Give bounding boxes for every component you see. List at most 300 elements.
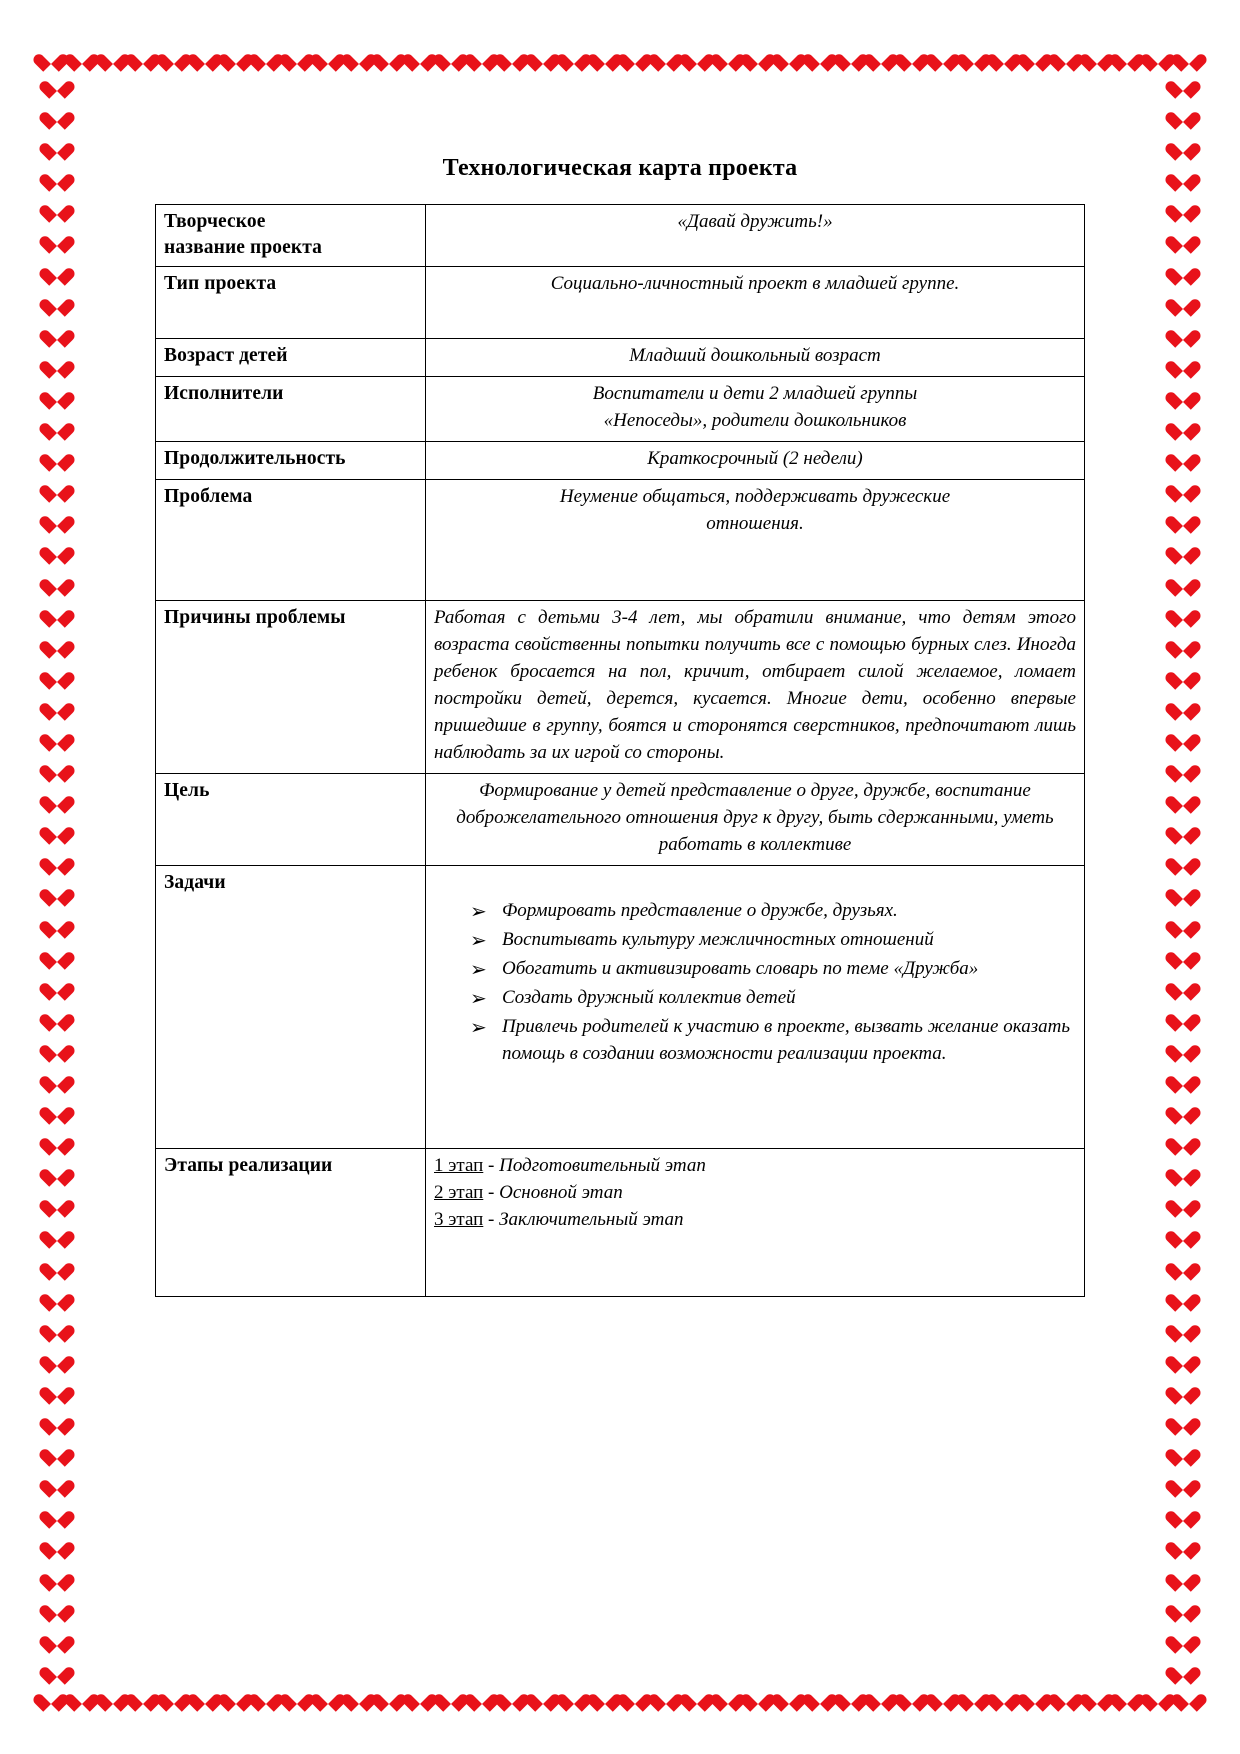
heart-highlight: [1176, 1197, 1181, 1202]
heart-highlight: [1176, 730, 1181, 735]
heart-highlight: [629, 1690, 634, 1695]
task-text: Формировать представление о дружбе, друзьях.: [502, 899, 898, 921]
heart-icon: [46, 136, 68, 156]
heart-highlight: [1028, 50, 1033, 55]
arrow-bullet-icon: ➢: [470, 985, 487, 1010]
heart-icon: [655, 1687, 677, 1707]
row-value-problem: [426, 480, 1085, 601]
heart-highlight: [567, 1690, 572, 1695]
heart-highlight: [290, 50, 295, 55]
heart-highlight: [1176, 855, 1181, 860]
heart-highlight: [260, 1690, 265, 1695]
cell-spacer: [434, 538, 1076, 594]
arrow-bullet-icon: ➢: [470, 898, 487, 923]
heart-highlight: [1176, 637, 1181, 642]
heart-highlight: [813, 1690, 818, 1695]
heart-highlight: [44, 1690, 49, 1695]
heart-icon: [594, 1687, 616, 1707]
heart-highlight: [50, 855, 55, 860]
heart-highlight: [50, 824, 55, 829]
heart-icon: [1172, 727, 1194, 747]
heart-highlight: [50, 482, 55, 487]
heart-highlight: [50, 1228, 55, 1233]
heart-icon: [1055, 1687, 1077, 1707]
heart-highlight: [50, 1321, 55, 1326]
heart-icon: [46, 385, 68, 405]
list-item: [470, 1014, 1070, 1068]
heart-highlight: [1176, 1072, 1181, 1077]
heart-icon: [409, 47, 431, 67]
heart-highlight: [50, 948, 55, 953]
table-row: [156, 205, 1085, 267]
heart-highlight: [1176, 1601, 1181, 1606]
heart-highlight: [50, 1383, 55, 1388]
heart-icon: [1172, 416, 1194, 436]
row-label-project-type: Тип проекта: [156, 267, 426, 339]
heart-icon: [46, 416, 68, 436]
heart-icon: [1172, 882, 1194, 902]
heart-highlight: [1176, 1166, 1181, 1171]
heart-highlight: [1176, 1539, 1181, 1544]
heart-highlight: [50, 295, 55, 300]
heart-highlight: [1176, 451, 1181, 456]
heart-icon: [46, 603, 68, 623]
heart-highlight: [167, 50, 172, 55]
value-text: «Непоседы», родители дошкольников: [603, 410, 907, 432]
heart-icon: [1172, 74, 1194, 94]
heart-icon: [1172, 1567, 1194, 1587]
heart-icon: [1178, 47, 1200, 67]
task-text: Воспитывать культуру межличностных отношений: [502, 928, 934, 950]
heart-icon: [1172, 820, 1194, 840]
heart-highlight: [137, 50, 142, 55]
heart-highlight: [1176, 513, 1181, 518]
heart-highlight: [1176, 761, 1181, 766]
heart-highlight: [50, 1290, 55, 1295]
heart-highlight: [690, 50, 695, 55]
heart-highlight: [50, 1197, 55, 1202]
heart-icon: [348, 47, 370, 67]
heart-icon: [46, 882, 68, 902]
heart-icon: [471, 47, 493, 67]
heart-highlight: [475, 50, 480, 55]
heart-icon: [1172, 758, 1194, 778]
table-row: [156, 267, 1085, 339]
heart-icon: [1172, 323, 1194, 343]
heart-icon: [255, 47, 277, 67]
heart-icon: [1172, 1224, 1194, 1244]
heart-icon: [870, 47, 892, 67]
heart-icon: [46, 976, 68, 996]
heart-highlight: [50, 1508, 55, 1513]
heart-highlight: [1151, 1690, 1156, 1695]
heart-highlight: [321, 50, 326, 55]
heart-highlight: [198, 50, 203, 55]
heart-highlight: [1028, 1690, 1033, 1695]
heart-highlight: [629, 50, 634, 55]
row-value-age: [426, 339, 1085, 377]
heart-highlight: [1176, 793, 1181, 798]
heart-highlight: [1176, 824, 1181, 829]
heart-highlight: [50, 451, 55, 456]
heart-icon: [440, 1687, 462, 1707]
heart-icon: [317, 1687, 339, 1707]
heart-icon: [1024, 1687, 1046, 1707]
heart-highlight: [844, 1690, 849, 1695]
row-label-goal: Цель: [156, 774, 426, 866]
tasks-list: [434, 898, 1076, 1068]
heart-highlight: [690, 1690, 695, 1695]
heart-highlight: [444, 1690, 449, 1695]
table-row: [156, 774, 1085, 866]
heart-highlight: [1176, 1135, 1181, 1140]
heart-icon: [46, 1629, 68, 1649]
table-row: [156, 442, 1085, 480]
heart-highlight: [1176, 1477, 1181, 1482]
heart-highlight: [50, 761, 55, 766]
heart-highlight: [1176, 1570, 1181, 1575]
heart-icon: [1172, 136, 1194, 156]
heart-highlight: [905, 1690, 910, 1695]
page-title: Технологическая карта проекта: [442, 155, 798, 181]
heart-icon: [1172, 385, 1194, 405]
heart-highlight: [383, 50, 388, 55]
stage-name: Заключительный этап: [499, 1208, 684, 1230]
heart-icon: [1086, 47, 1108, 67]
row-value-creative-name: [426, 205, 1085, 267]
heart-icon: [46, 540, 68, 560]
heart-icon: [46, 1535, 68, 1555]
heart-icon: [1172, 1660, 1194, 1680]
heart-icon: [46, 789, 68, 809]
heart-icon: [1086, 1687, 1108, 1707]
value-text: Младший дошкольный возраст: [629, 345, 881, 367]
heart-highlight: [50, 202, 55, 207]
row-label-duration: Продолжительность: [156, 442, 426, 480]
row-value-stages: [426, 1148, 1085, 1296]
table-row: [156, 1148, 1085, 1296]
heart-icon: [132, 47, 154, 67]
heart-highlight: [1176, 109, 1181, 114]
heart-icon: [46, 1567, 68, 1587]
heart-highlight: [50, 233, 55, 238]
heart-highlight: [50, 637, 55, 642]
heart-icon: [1172, 665, 1194, 685]
value-text: Краткосрочный (2 недели): [647, 448, 863, 470]
technological-map-table: [155, 204, 1085, 1297]
heart-highlight: [1176, 699, 1181, 704]
row-value-performers: [426, 377, 1085, 442]
heart-highlight: [1176, 606, 1181, 611]
heart-highlight: [229, 1690, 234, 1695]
heart-icon: [1172, 1504, 1194, 1524]
heart-highlight: [50, 1166, 55, 1171]
heart-highlight: [1176, 264, 1181, 269]
value-text: «Давай дружить!»: [677, 211, 833, 232]
heart-highlight: [50, 1352, 55, 1357]
heart-icon: [1172, 696, 1194, 716]
heart-highlight: [50, 1041, 55, 1046]
heart-icon: [1116, 47, 1138, 67]
arrow-bullet-icon: ➢: [470, 927, 487, 952]
heart-highlight: [290, 1690, 295, 1695]
heart-icon: [46, 1598, 68, 1618]
heart-icon: [46, 1038, 68, 1058]
heart-highlight: [50, 1135, 55, 1140]
value-text: Формирование у детей представление о друге, дружбе, воспитание доброжелательного отношения друг к другу, быть сдержанными, уметь работать в коллективе: [456, 780, 1054, 855]
heart-highlight: [721, 50, 726, 55]
heart-highlight: [1059, 50, 1064, 55]
heart-highlight: [1176, 1352, 1181, 1357]
heart-icon: [1055, 47, 1077, 67]
heart-icon: [378, 1687, 400, 1707]
heart-icon: [901, 1687, 923, 1707]
heart-icon: [1172, 447, 1194, 467]
heart-highlight: [50, 917, 55, 922]
heart-icon: [46, 1349, 68, 1369]
heart-icon: [46, 572, 68, 592]
heart-highlight: [106, 1690, 111, 1695]
heart-highlight: [1176, 1228, 1181, 1233]
heart-icon: [1172, 1598, 1194, 1618]
heart-icon: [40, 1687, 62, 1707]
heart-highlight: [50, 357, 55, 362]
heart-highlight: [50, 1446, 55, 1451]
heart-icon: [1172, 603, 1194, 623]
heart-highlight: [1176, 1104, 1181, 1109]
heart-highlight: [1176, 917, 1181, 922]
heart-icon: [46, 1660, 68, 1680]
heart-highlight: [1176, 1414, 1181, 1419]
table-row: [156, 865, 1085, 1148]
heart-icon: [1172, 789, 1194, 809]
heart-icon: [717, 1687, 739, 1707]
heart-icon: [870, 1687, 892, 1707]
heart-icon: [686, 1687, 708, 1707]
heart-icon: [46, 447, 68, 467]
label-line: Творческое: [164, 211, 266, 232]
heart-icon: [46, 851, 68, 871]
heart-icon: [1172, 945, 1194, 965]
heart-icon: [409, 1687, 431, 1707]
table-row: [156, 339, 1085, 377]
heart-icon: [1172, 229, 1194, 249]
heart-highlight: [50, 1010, 55, 1015]
heart-highlight: [75, 1690, 80, 1695]
heart-highlight: [44, 50, 49, 55]
heart-icon: [46, 1318, 68, 1338]
heart-highlight: [936, 50, 941, 55]
task-text: Обогатить и активизировать словарь по теме «Дружба»: [502, 957, 979, 979]
heart-icon: [1172, 1473, 1194, 1493]
heart-icon: [46, 727, 68, 747]
heart-highlight: [50, 77, 55, 82]
arrow-bullet-icon: ➢: [470, 1014, 487, 1039]
heart-highlight: [50, 668, 55, 673]
heart-icon: [132, 1687, 154, 1707]
value-text: Социально-личностный проект в младшей группе.: [550, 273, 960, 295]
stage-item: [434, 1153, 1076, 1180]
heart-highlight: [998, 1690, 1003, 1695]
heart-highlight: [1182, 1690, 1187, 1695]
heart-icon: [840, 47, 862, 67]
heart-icon: [501, 47, 523, 67]
heart-highlight: [50, 575, 55, 580]
heart-icon: [1172, 1038, 1194, 1058]
heart-icon: [440, 47, 462, 67]
heart-icon: [46, 167, 68, 187]
heart-icon: [963, 47, 985, 67]
row-label-performers: Исполнители: [156, 377, 426, 442]
heart-highlight: [1176, 202, 1181, 207]
heart-icon: [1172, 509, 1194, 529]
heart-highlight: [905, 50, 910, 55]
heart-highlight: [752, 50, 757, 55]
stage-separator: -: [483, 1181, 500, 1203]
heart-highlight: [50, 886, 55, 891]
heart-icon: [46, 1162, 68, 1182]
heart-icon: [102, 1687, 124, 1707]
heart-icon: [46, 1193, 68, 1213]
table-row: [156, 601, 1085, 774]
stage-name: Основной этап: [499, 1181, 623, 1203]
heart-highlight: [50, 730, 55, 735]
heart-border-top: [40, 40, 1200, 74]
heart-highlight: [413, 50, 418, 55]
heart-icon: [1024, 47, 1046, 67]
heart-icon: [46, 1504, 68, 1524]
heart-icon: [46, 198, 68, 218]
heart-highlight: [1176, 357, 1181, 362]
heart-icon: [563, 47, 585, 67]
heart-highlight: [1176, 326, 1181, 331]
heart-icon: [993, 47, 1015, 67]
heart-icon: [1172, 1411, 1194, 1431]
heart-highlight: [875, 1690, 880, 1695]
heart-icon: [1172, 1318, 1194, 1338]
heart-highlight: [50, 544, 55, 549]
heart-icon: [163, 1687, 185, 1707]
heart-highlight: [50, 1414, 55, 1419]
heart-icon: [46, 1069, 68, 1089]
heart-icon: [1172, 1193, 1194, 1213]
value-text: Воспитатели и дети 2 младшей группы: [592, 383, 918, 405]
document-page: [95, 100, 1145, 1297]
heart-icon: [1172, 976, 1194, 996]
heart-icon: [46, 1100, 68, 1120]
task-text: Создать дружный коллектив детей: [502, 986, 796, 1008]
heart-highlight: [50, 1539, 55, 1544]
stage-number: 2 этап: [434, 1181, 484, 1203]
value-text: Неумение общаться, поддерживать дружеские: [559, 486, 951, 508]
label-line: название проекта: [164, 236, 322, 258]
heart-icon: [1172, 261, 1194, 281]
row-value-duration: [426, 442, 1085, 480]
heart-highlight: [229, 50, 234, 55]
heart-highlight: [137, 1690, 142, 1695]
row-value-project-type: [426, 267, 1085, 339]
heart-highlight: [1176, 77, 1181, 82]
heart-icon: [717, 47, 739, 67]
row-label-stages: Этапы реализации: [156, 1148, 426, 1296]
heart-highlight: [321, 1690, 326, 1695]
heart-highlight: [352, 50, 357, 55]
heart-highlight: [506, 50, 511, 55]
heart-highlight: [1176, 482, 1181, 487]
heart-highlight: [1176, 388, 1181, 393]
row-value-tasks: [426, 865, 1085, 1148]
heart-icon: [46, 665, 68, 685]
heart-icon: [932, 1687, 954, 1707]
heart-icon: [46, 758, 68, 778]
heart-icon: [46, 1007, 68, 1027]
heart-icon: [1172, 1131, 1194, 1151]
heart-icon: [163, 47, 185, 67]
heart-highlight: [936, 1690, 941, 1695]
heart-icon: [348, 1687, 370, 1707]
heart-icon: [1172, 1256, 1194, 1276]
heart-highlight: [967, 50, 972, 55]
heart-icon: [1172, 105, 1194, 125]
heart-icon: [225, 47, 247, 67]
heart-highlight: [1176, 233, 1181, 238]
heart-highlight: [50, 264, 55, 269]
heart-highlight: [1176, 295, 1181, 300]
stage-separator: -: [483, 1154, 500, 1176]
heart-icon: [46, 914, 68, 934]
heart-highlight: [1176, 886, 1181, 891]
heart-icon: [1172, 851, 1194, 871]
value-text: Работая с детьми 3-4 лет, мы обратили внимание, что детям этого возраста свойственны попытки получить все с помощью бурных слез. Иногда ребенок бросается на пол, кричит, отбирает силой желаемое, ломает постройки детей, дерется, кусается. Многие дети, особенно впервые пришедшие в группу, боятся и сторонятся сверстников, предпочитают лишь наблюдать за их игрой со стороны.: [434, 607, 1076, 764]
heart-highlight: [167, 1690, 172, 1695]
row-label-tasks: Задачи: [156, 865, 426, 1148]
heart-icon: [932, 47, 954, 67]
heart-icon: [809, 47, 831, 67]
heart-highlight: [1176, 1041, 1181, 1046]
heart-icon: [46, 634, 68, 654]
heart-highlight: [50, 1663, 55, 1668]
heart-highlight: [1176, 1508, 1181, 1513]
heart-icon: [46, 1473, 68, 1493]
heart-highlight: [1176, 1010, 1181, 1015]
heart-highlight: [813, 50, 818, 55]
heart-highlight: [50, 1632, 55, 1637]
heart-icon: [286, 47, 308, 67]
heart-icon: [840, 1687, 862, 1707]
heart-highlight: [1090, 1690, 1095, 1695]
heart-highlight: [1176, 668, 1181, 673]
heart-border-right: [1166, 74, 1200, 1680]
heart-highlight: [598, 50, 603, 55]
heart-highlight: [875, 50, 880, 55]
heart-highlight: [50, 140, 55, 145]
heart-icon: [46, 1224, 68, 1244]
heart-highlight: [1176, 1290, 1181, 1295]
heart-highlight: [1176, 1446, 1181, 1451]
heart-icon: [1172, 1349, 1194, 1369]
heart-highlight: [475, 1690, 480, 1695]
row-value-problem-causes: [426, 601, 1085, 774]
heart-highlight: [1151, 50, 1156, 55]
heart-icon: [1172, 1287, 1194, 1307]
heart-highlight: [50, 699, 55, 704]
heart-highlight: [50, 793, 55, 798]
heart-icon: [963, 1687, 985, 1707]
heart-icon: [46, 105, 68, 125]
stage-name: Подготовительный этап: [499, 1154, 706, 1176]
list-item: [470, 985, 1070, 1012]
heart-icon: [1172, 167, 1194, 187]
